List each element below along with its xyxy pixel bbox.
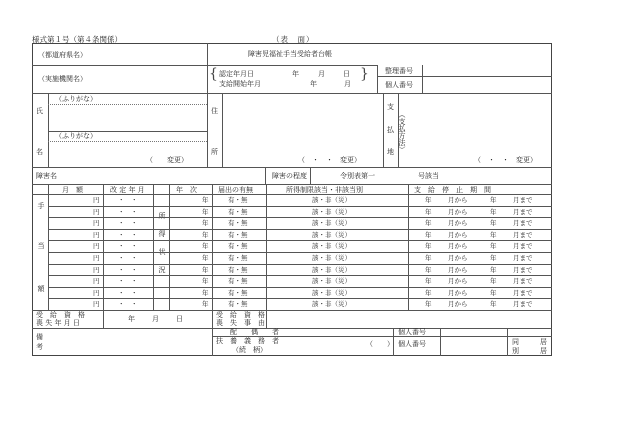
row-divider bbox=[48, 275, 552, 276]
furigana-label-1: （ふりがな） bbox=[55, 95, 97, 103]
row-yen: 円 bbox=[93, 231, 100, 239]
row-yen: 円 bbox=[93, 289, 100, 297]
row-income: 該・非（災） bbox=[312, 300, 351, 308]
row-income: 該・非（災） bbox=[312, 219, 351, 227]
disability-item: 号該当 bbox=[418, 172, 439, 180]
row-report: 有・無 bbox=[228, 289, 248, 297]
row-revision: ・ ・ bbox=[118, 254, 138, 262]
row-divider bbox=[48, 240, 552, 241]
row-income: 該・非（災） bbox=[312, 277, 351, 285]
row-report: 有・無 bbox=[228, 300, 248, 308]
row-to-month: 月まで bbox=[513, 289, 533, 297]
row-to-month: 月まで bbox=[513, 242, 533, 250]
row-yen: 円 bbox=[93, 242, 100, 250]
spouse-personal-number: 個人番号 bbox=[398, 328, 426, 336]
row-from-year: 年 bbox=[425, 219, 432, 227]
header-revision: 改 定 年 月 bbox=[110, 186, 145, 194]
row-to-month: 月まで bbox=[513, 254, 533, 262]
row-year: 年 bbox=[202, 300, 209, 308]
row-report: 有・無 bbox=[228, 219, 248, 227]
row-from-month: 月から bbox=[448, 231, 468, 239]
row-from-month: 月から bbox=[448, 277, 468, 285]
loss-day: 日 bbox=[176, 315, 183, 323]
row-revision: ・ ・ bbox=[118, 231, 138, 239]
header-income: 所得制限該当・非該当別 bbox=[286, 186, 363, 194]
start-year: 年 bbox=[310, 80, 317, 88]
amount-vertical-1: 手 bbox=[37, 202, 45, 209]
row-divider bbox=[48, 287, 552, 288]
row-from-year: 年 bbox=[425, 300, 432, 308]
row-from-month: 月から bbox=[448, 300, 468, 308]
loss-month: 月 bbox=[152, 315, 159, 323]
row-year: 年 bbox=[202, 231, 209, 239]
row-income: 該・非（災） bbox=[312, 254, 351, 262]
row-to-month: 月まで bbox=[513, 196, 533, 204]
row-from-year: 年 bbox=[425, 277, 432, 285]
spouse-label: 配 偶 者 bbox=[230, 328, 279, 336]
row-from-year: 年 bbox=[425, 266, 432, 274]
row-to-month: 月まで bbox=[513, 266, 533, 274]
supporter-personal-number: 個人番号 bbox=[398, 340, 426, 348]
payment-method-label: （支払方法） bbox=[398, 111, 406, 153]
payment-place-3: 地 bbox=[387, 148, 394, 156]
header-suspension: 支 給 停 止 期 間 bbox=[414, 186, 491, 194]
side-label: （表 面） bbox=[272, 35, 315, 44]
payment-change: （ ・ ・ 変更） bbox=[474, 156, 537, 164]
disability-degree-label: 障害の程度 bbox=[272, 172, 307, 180]
row-from-year: 年 bbox=[425, 254, 432, 262]
row-from-month: 月から bbox=[448, 254, 468, 262]
row-from-year: 年 bbox=[425, 289, 432, 297]
row-from-month: 月から bbox=[448, 219, 468, 227]
row-to-year: 年 bbox=[490, 196, 497, 204]
row-year: 年 bbox=[202, 289, 209, 297]
furigana-label-2: （ふりがな） bbox=[55, 132, 97, 140]
row-income: 該・非（災） bbox=[312, 208, 351, 216]
disability-table-ref: 令別表第一 bbox=[340, 172, 375, 180]
row-divider bbox=[48, 298, 552, 299]
remarks-label-2: 考 bbox=[36, 343, 43, 351]
row-report: 有・無 bbox=[228, 208, 248, 216]
residence-label-2: 居 bbox=[540, 347, 547, 355]
amount-vertical-2: 当 bbox=[37, 242, 45, 249]
row-to-year: 年 bbox=[490, 254, 497, 262]
disability-name-label: 障害名 bbox=[36, 172, 57, 180]
row-income: 該・非（災） bbox=[312, 231, 351, 239]
row-year: 年 bbox=[202, 266, 209, 274]
row-revision: ・ ・ bbox=[118, 219, 138, 227]
form-number: 様式第１号（第４条関係） bbox=[32, 35, 122, 44]
row-report: 有・無 bbox=[228, 254, 248, 262]
supporter-paren: （ ） bbox=[366, 340, 394, 348]
row-to-month: 月まで bbox=[513, 231, 533, 239]
loss-year: 年 bbox=[128, 315, 135, 323]
income-vertical-2: 得 bbox=[158, 230, 166, 237]
income-vertical-3: 状 bbox=[158, 248, 166, 255]
row-from-year: 年 bbox=[425, 231, 432, 239]
row-report: 有・無 bbox=[228, 266, 248, 274]
row-to-month: 月まで bbox=[513, 219, 533, 227]
row-to-year: 年 bbox=[490, 231, 497, 239]
cert-month: 月 bbox=[318, 70, 325, 78]
row-year: 年 bbox=[202, 254, 209, 262]
row-to-month: 月まで bbox=[513, 300, 533, 308]
row-divider bbox=[48, 229, 552, 230]
row-revision: ・ ・ bbox=[118, 289, 138, 297]
row-yen: 円 bbox=[93, 196, 100, 204]
cert-year: 年 bbox=[292, 70, 299, 78]
qualification-loss-left-1: 受 給 資 格 bbox=[36, 311, 85, 319]
row-from-month: 月から bbox=[448, 289, 468, 297]
row-to-year: 年 bbox=[490, 277, 497, 285]
income-vertical-4: 況 bbox=[158, 266, 166, 273]
qualification-loss-left-2: 喪 失 年 月 日 bbox=[36, 319, 80, 327]
row-income: 該・非（災） bbox=[312, 266, 351, 274]
row-to-year: 年 bbox=[490, 208, 497, 216]
row-revision: ・ ・ bbox=[118, 196, 138, 204]
qualification-loss-right-1: 受 給 資 格 bbox=[216, 311, 265, 319]
row-divider bbox=[48, 264, 552, 265]
ledger-number-label: 整理番号 bbox=[385, 67, 413, 75]
name-label-top: 氏 bbox=[36, 107, 43, 115]
remarks-label-1: 備 bbox=[36, 333, 43, 341]
qualification-loss-right-2: 喪 失 事 由 bbox=[216, 319, 265, 327]
row-year: 年 bbox=[202, 277, 209, 285]
row-divider bbox=[48, 217, 552, 218]
row-report: 有・無 bbox=[228, 231, 248, 239]
address-label-bottom: 所 bbox=[211, 148, 218, 156]
row-from-year: 年 bbox=[425, 242, 432, 250]
address-change: （ ・ ・ 変更） bbox=[298, 156, 361, 164]
row-income: 該・非（災） bbox=[312, 196, 351, 204]
row-yen: 円 bbox=[93, 254, 100, 262]
row-from-month: 月から bbox=[448, 242, 468, 250]
row-year: 年 bbox=[202, 219, 209, 227]
row-revision: ・ ・ bbox=[118, 242, 138, 250]
header-amount: 月 額 bbox=[62, 186, 83, 194]
row-to-year: 年 bbox=[490, 219, 497, 227]
start-date-label: 支給開始年月 bbox=[219, 80, 261, 88]
row-to-year: 年 bbox=[490, 300, 497, 308]
payment-place-2: 払 bbox=[387, 126, 394, 134]
row-yen: 円 bbox=[93, 208, 100, 216]
row-to-year: 年 bbox=[490, 266, 497, 274]
row-from-month: 月から bbox=[448, 266, 468, 274]
row-yen: 円 bbox=[93, 277, 100, 285]
row-from-year: 年 bbox=[425, 208, 432, 216]
row-yen: 円 bbox=[93, 300, 100, 308]
row-revision: ・ ・ bbox=[118, 266, 138, 274]
relation-label: （続 柄） bbox=[232, 346, 267, 354]
row-year: 年 bbox=[202, 242, 209, 250]
row-report: 有・無 bbox=[228, 242, 248, 250]
row-from-month: 月から bbox=[448, 208, 468, 216]
start-month: 月 bbox=[344, 80, 351, 88]
row-revision: ・ ・ bbox=[118, 277, 138, 285]
address-label-top: 住 bbox=[211, 107, 218, 115]
row-year: 年 bbox=[202, 196, 209, 204]
ledger-title: 障害児福祉手当受給者台帳 bbox=[248, 50, 332, 58]
row-from-year: 年 bbox=[425, 196, 432, 204]
prefecture-label: （都道府県名） bbox=[38, 51, 87, 59]
row-divider bbox=[48, 206, 552, 207]
payment-place-1: 支 bbox=[387, 103, 394, 111]
residence-label-1: 居 bbox=[540, 338, 547, 346]
row-income: 該・非（災） bbox=[312, 242, 351, 250]
header-report: 届出の有無 bbox=[218, 186, 253, 194]
row-revision: ・ ・ bbox=[118, 300, 138, 308]
row-to-month: 月まで bbox=[513, 277, 533, 285]
row-from-month: 月から bbox=[448, 196, 468, 204]
header-year: 年 次 bbox=[176, 186, 197, 194]
row-yen: 円 bbox=[93, 266, 100, 274]
cert-day: 日 bbox=[343, 70, 350, 78]
row-to-month: 月まで bbox=[513, 208, 533, 216]
row-report: 有・無 bbox=[228, 196, 248, 204]
row-yen: 円 bbox=[93, 219, 100, 227]
name-change: （ 変更） bbox=[146, 156, 188, 164]
row-report: 有・無 bbox=[228, 277, 248, 285]
separate-label: 別 bbox=[512, 347, 519, 355]
agency-label: （実施機関名） bbox=[38, 75, 87, 83]
row-year: 年 bbox=[202, 208, 209, 216]
row-to-year: 年 bbox=[490, 242, 497, 250]
name-label-bottom: 名 bbox=[36, 148, 43, 156]
row-divider bbox=[48, 252, 552, 253]
cert-date-label: 認定年月日 bbox=[219, 70, 254, 78]
supporter-label: 扶 養 義 務 者 bbox=[216, 337, 279, 345]
income-vertical-1: 所 bbox=[158, 212, 166, 219]
row-income: 該・非（災） bbox=[312, 289, 351, 297]
row-revision: ・ ・ bbox=[118, 208, 138, 216]
same-label: 同 bbox=[512, 338, 519, 346]
personal-number-label: 個人番号 bbox=[385, 81, 413, 89]
row-to-year: 年 bbox=[490, 289, 497, 297]
amount-vertical-3: 額 bbox=[37, 285, 45, 292]
